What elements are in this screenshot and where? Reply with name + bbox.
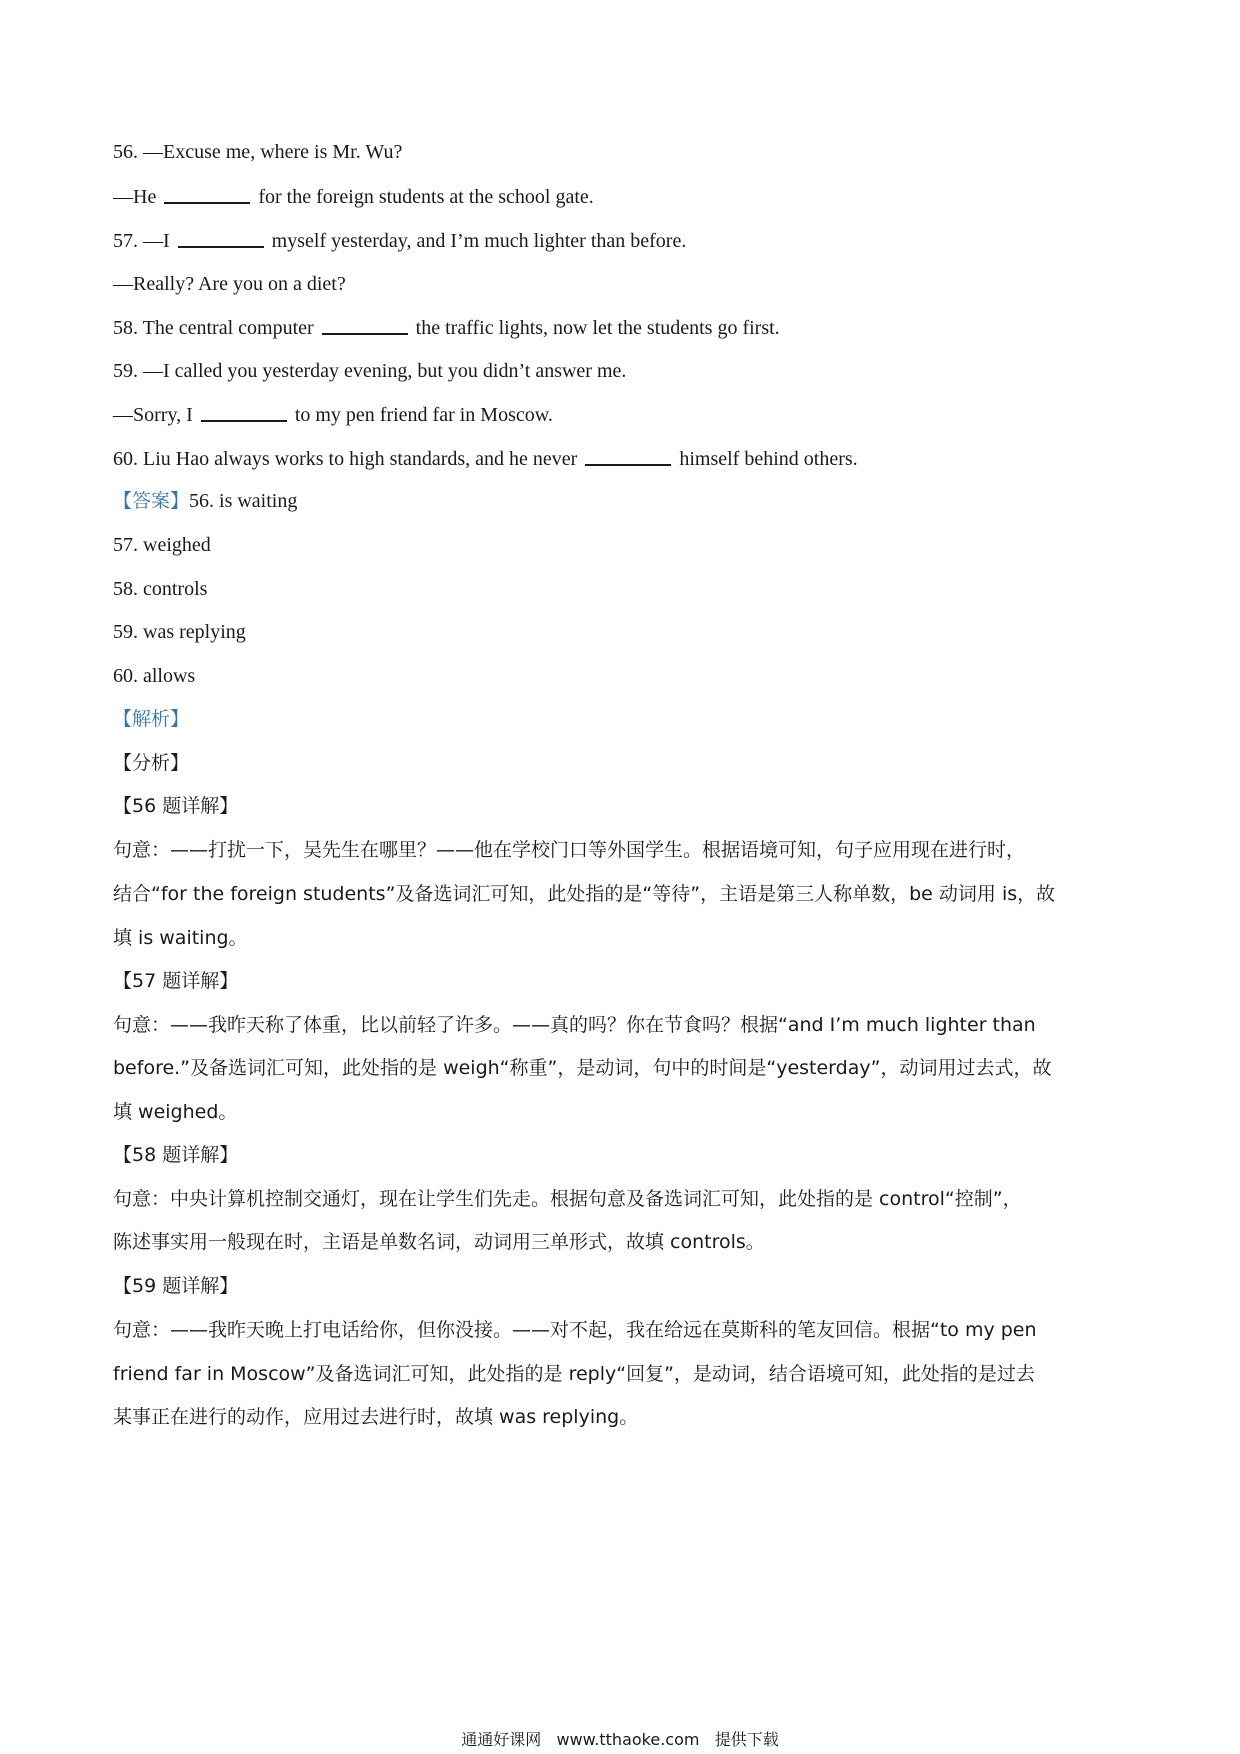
answer-60-line (113, 664, 1133, 688)
question-text: 56. —Excuse me, where is Mr. Wu? (113, 141, 403, 163)
question-60 (113, 446, 1133, 471)
answer-blank (322, 315, 408, 335)
answer-blank (178, 228, 264, 248)
detail-text: 句意：中央计算机控制交通灯，现在让学生们先走。根据句意及备选词汇可知，此处指的是 control“控制”， (113, 1188, 1022, 1210)
question-59-line-1 (113, 359, 1133, 383)
question-58 (113, 315, 1133, 340)
detail-56-title (113, 794, 1133, 818)
detail-text: 句意：——我昨天称了体重，比以前轻了许多。——真的吗？你在节食吗？根据“and I’m much lighter than (113, 1014, 1036, 1036)
detail-text: 句意：——我昨天晚上打电话给你，但你没接。——对不起，我在给远在莫斯科的笔友回信。根据“to my pen (113, 1319, 1037, 1341)
detail-title-text: 【56 题详解】 (113, 795, 239, 817)
question-text: to my pen friend far in Moscow. (294, 404, 553, 426)
detail-text: 填 is waiting。 (113, 927, 248, 949)
answer-text: 60. allows (113, 665, 196, 687)
question-56-line-1 (113, 140, 1133, 164)
detail-text: 结合“for the foreign students”及备选词汇可知，此处指的是“等待”，主语是第三人称单数，be 动词用 is，故 (113, 883, 1056, 905)
detail-56-line-2 (113, 882, 1133, 906)
detail-title-text: 【57 题详解】 (113, 970, 239, 992)
footer-text: 通通好课网 www.tthaoke.com 提供下载 (461, 1730, 779, 1749)
detail-title-text: 【59 题详解】 (113, 1275, 239, 1297)
answer-58-line (113, 577, 1133, 601)
answer-blank (585, 446, 671, 466)
question-text: the traffic lights, now let the students go first. (415, 317, 780, 339)
question-text: 58. The central computer (113, 317, 314, 339)
detail-59-line-2 (113, 1362, 1133, 1386)
detail-59-line-3 (113, 1405, 1133, 1429)
detail-57-title (113, 969, 1133, 993)
detail-text: 某事正在进行的动作，应用过去进行时，故填 was replying。 (113, 1406, 639, 1428)
answer-57-line (113, 533, 1133, 557)
answer-text: 56. is waiting (189, 490, 298, 512)
detail-57-line-3 (113, 1100, 1133, 1124)
question-text: —Really? Are you on a diet? (113, 273, 346, 295)
question-59-line-2 (113, 402, 1133, 427)
page-footer (0, 1727, 1240, 1750)
question-text: 57. —I (113, 230, 170, 252)
question-text: 59. —I called you yesterday evening, but you didn’t answer me. (113, 360, 627, 382)
detail-text: 填 weighed。 (113, 1101, 238, 1123)
detail-text: 陈述事实用一般现在时，主语是单数名词，动词用三单形式，故填 controls。 (113, 1231, 765, 1253)
answer-blank (201, 402, 287, 422)
question-text: 60. Liu Hao always works to high standards, and he never (113, 448, 578, 470)
detail-59-line-1 (113, 1318, 1133, 1342)
answer-label: 【答案】 (113, 490, 190, 512)
analysis-label-text: 【解析】 (113, 708, 190, 730)
question-text: —He (113, 186, 157, 208)
question-text: for the foreign students at the school gate. (258, 186, 594, 208)
detail-57-line-2 (113, 1056, 1133, 1080)
detail-58-line-1 (113, 1187, 1133, 1211)
question-56-line-2 (113, 184, 1133, 209)
question-text: —Sorry, I (113, 404, 193, 426)
fenxi-label-text: 【分析】 (113, 752, 190, 774)
detail-text: 句意：——打扰一下，吴先生在哪里？——他在学校门口等外国学生。根据语境可知，句子应用现在进行时， (113, 839, 1026, 861)
question-57-line-1 (113, 228, 1133, 253)
answer-56-line (113, 489, 1133, 513)
detail-58-line-2 (113, 1230, 1133, 1254)
question-text: himself behind others. (679, 448, 858, 470)
detail-58-title (113, 1143, 1133, 1167)
answer-blank (164, 184, 250, 204)
detail-title-text: 【58 题详解】 (113, 1144, 239, 1166)
answer-text: 58. controls (113, 578, 208, 600)
analysis-label (113, 707, 1133, 731)
question-text: myself yesterday, and I’m much lighter than before. (271, 230, 687, 252)
question-57-line-2 (113, 272, 1133, 296)
detail-56-line-1 (113, 838, 1133, 862)
answer-text: 59. was replying (113, 621, 246, 643)
answer-text: 57. weighed (113, 534, 211, 556)
detail-57-line-1 (113, 1013, 1133, 1037)
detail-text: before.”及备选词汇可知，此处指的是 weigh“称重”，是动词，句中的时间是“yesterday”，动词用过去式，故 (113, 1057, 1052, 1079)
answer-59-line (113, 620, 1133, 644)
detail-56-line-3 (113, 926, 1133, 950)
detail-text: friend far in Moscow”及备选词汇可知，此处指的是 reply“回复”，是动词，结合语境可知，此处指的是过去 (113, 1363, 1035, 1385)
fenxi-label (113, 751, 1133, 775)
detail-59-title (113, 1274, 1133, 1298)
